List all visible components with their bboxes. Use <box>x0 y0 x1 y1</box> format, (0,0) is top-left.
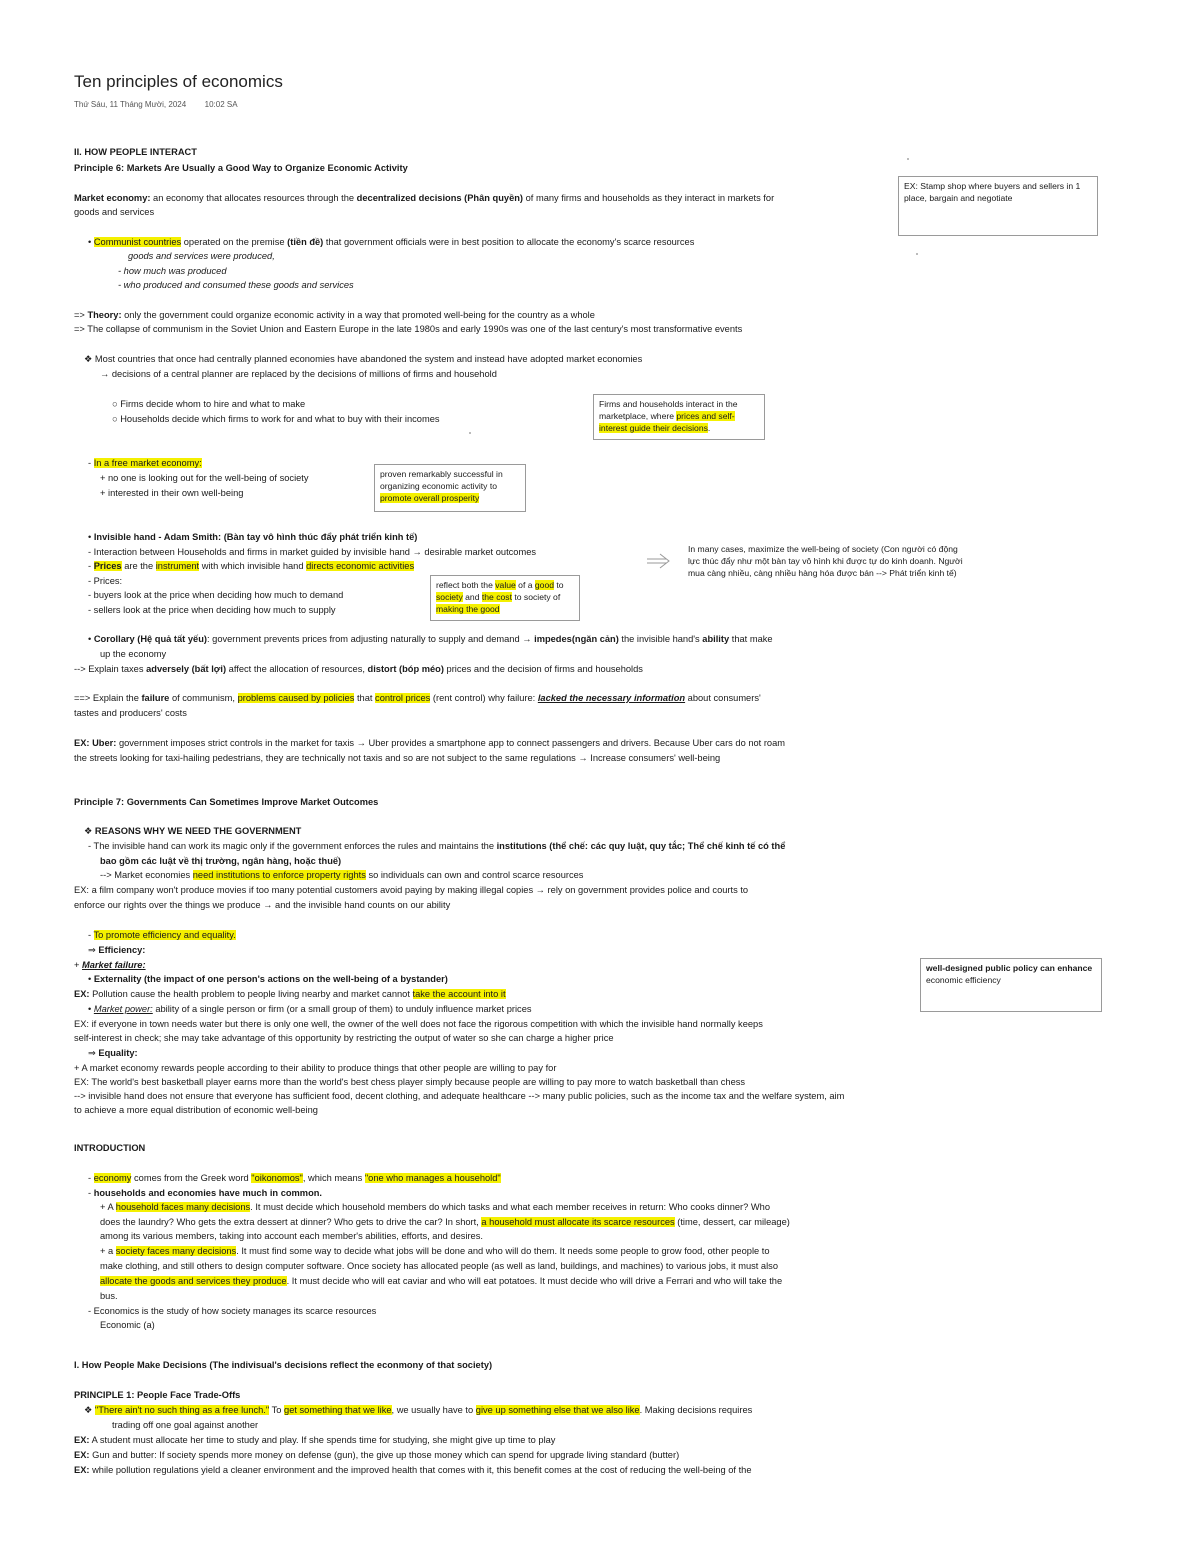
text-run: , we usually have to <box>391 1405 476 1415</box>
text-run: ❖ <box>84 826 95 836</box>
text-line <box>88 1172 501 1184</box>
stray-mark <box>907 158 909 160</box>
text-run: does the laundry? Who gets the extra dessert at dinner? Who gets to drive the car? In short, <box>100 1217 482 1227</box>
page-date: Thứ Sáu, 11 Tháng Mười, 2024 <box>74 100 187 109</box>
text-run: goods and services <box>74 207 155 217</box>
text-run: Market power: <box>93 1004 153 1014</box>
text-run: affect the allocation of resources, <box>226 664 368 674</box>
text-run: give up something else that we also like <box>475 1405 640 1415</box>
text-run: and <box>462 592 482 602</box>
text-line <box>100 1319 155 1331</box>
text-line <box>112 413 440 425</box>
text-line <box>100 1260 778 1272</box>
text-run: --> Explain taxes <box>74 664 147 674</box>
text-run: institutions <box>496 841 547 851</box>
text-run: take the account into it <box>412 989 506 999</box>
text-run: the streets looking for taxi-hailing pedestrians, they are technically not taxis and so are not subject to the same regulations → Increase consumers' well-being <box>74 753 721 763</box>
text-run: tastes and producers' costs <box>74 708 187 718</box>
text-line <box>88 457 202 469</box>
text-run: Market economy: <box>74 193 151 203</box>
text-run: + A <box>100 1202 116 1212</box>
text-run: good <box>534 580 555 590</box>
text-line <box>118 279 354 291</box>
text-run: (tiền đề) <box>287 237 324 247</box>
text-run: an economy that allocates resources through the <box>150 193 357 203</box>
text-run: In a free market economy: <box>93 458 202 468</box>
text-run: EX: <box>74 989 90 999</box>
text-run: Market failure: <box>82 960 146 970</box>
text-line <box>74 899 450 911</box>
text-run: Theory: <box>87 310 122 320</box>
text-line <box>84 1404 752 1416</box>
text-run: + a <box>100 1246 116 1256</box>
text-run: economy <box>93 1173 132 1183</box>
text-line <box>88 604 336 616</box>
text-line <box>74 309 595 321</box>
text-run: . It must find some way to decide what jobs will be done and who will do them. It needs some people to grow food, other people to <box>236 1246 770 1256</box>
text-line <box>74 663 643 675</box>
text-run: EX: <box>74 1465 90 1475</box>
text-run: instrument <box>155 561 200 571</box>
text-run: - Interaction between Households and firms in market guided by invisible hand → desirable market outcomes <box>88 547 537 557</box>
text-run: reflect both the <box>436 580 496 590</box>
text-run: => The collapse of communism in the Soviet Union and Eastern Europe in the late 1980s and early 1990s was one of the last century's most transformative events <box>74 324 743 334</box>
text-line <box>100 855 341 867</box>
text-line <box>74 1449 679 1461</box>
text-line <box>84 353 642 365</box>
text-run: operated on the premise <box>181 237 288 247</box>
text-run: proven remarkably successful in organizing economic activity to <box>380 469 503 491</box>
text-run: of communism, <box>169 693 238 703</box>
text-line <box>88 840 785 852</box>
text-run: about consumers' <box>685 693 761 703</box>
text-run: distort (bóp méo) <box>367 664 444 674</box>
text-run: Equality: <box>98 1048 138 1058</box>
text-line <box>88 236 694 248</box>
text-run: trading off one goal against another <box>112 1420 259 1430</box>
text-line <box>74 737 785 749</box>
text-run: - The invisible hand can work its magic only if the government enforces the rules and maintains the <box>88 841 497 851</box>
text-run: ○ Households decide which firms to work for and what to buy with their incomes <box>112 414 440 424</box>
text-run: while pollution regulations yield a cleaner environment and the improved health that comes with it, this benefit comes at the cost of reducing the well-being of the <box>89 1465 752 1475</box>
text-run: ability of a single person or firm (or a small group of them) to unduly influence market prices <box>152 1004 532 1014</box>
text-run: ○ Firms decide whom to hire and what to make <box>112 399 306 409</box>
text-run: - Prices: <box>88 576 123 586</box>
text-run: among its various members, taking into account each member's abilities, efforts, and desires. <box>100 1231 483 1241</box>
page-time: 10:02 SA <box>204 100 238 109</box>
text-run: Prices <box>93 561 122 571</box>
text-line <box>112 1419 258 1431</box>
text-run: adversely (bất lợi) <box>146 664 227 674</box>
text-run: that make <box>729 634 773 644</box>
text-run: II. HOW PEOPLE INTERACT <box>74 147 197 157</box>
text-line <box>100 648 166 660</box>
text-run: only the government could organize economic activity in a way that promoted well-being for the country as a whole <box>121 310 595 320</box>
text-run: • <box>88 237 94 247</box>
text-line <box>74 1434 555 1446</box>
text-run: impedes(ngăn cản) <box>534 634 619 644</box>
text-run: Pollution cause the health problem to people living nearby and market cannot <box>89 989 413 999</box>
text-run: prices and the decision of firms and households <box>443 664 643 674</box>
text-line <box>100 1275 782 1287</box>
text-run: with which invisible hand <box>199 561 307 571</box>
text-line <box>74 1389 240 1401</box>
text-run: Externality (the impact of one person's actions on the well-being of a bystander) <box>93 974 448 984</box>
text-run: A student must allocate her time to study and play. If she spends time for studying, she might give up time to play <box>89 1435 556 1445</box>
text-line <box>74 1104 318 1116</box>
text-run: Economic (a) <box>100 1320 155 1330</box>
text-run: ❖ Most countries that once had centrally planned economies have abandoned the system and instead have adopted market economies <box>84 354 643 364</box>
text-run: • <box>88 634 94 644</box>
text-run: EX: a film company won't produce movies if too many potential customers avoid paying by making illegal copies → rely on government provides police and courts to <box>74 885 749 895</box>
text-run: Efficiency: <box>98 945 146 955</box>
text-run: households and economies have much in common. <box>93 1188 323 1198</box>
note-stamp-shop <box>898 176 1098 236</box>
text-run: comes from the Greek word <box>131 1173 252 1183</box>
text-run: well-designed public policy can <box>926 963 1058 973</box>
text-line <box>88 633 773 645</box>
text-run: EX: <box>74 1450 90 1460</box>
text-line <box>88 1305 376 1317</box>
text-line <box>74 884 748 896</box>
text-run: "one who manages a household" <box>364 1173 501 1183</box>
text-run: + A market economy rewards people according to their ability to produce things that other people are willing to pay for <box>74 1063 557 1073</box>
text-line <box>100 472 309 484</box>
text-run: In many cases, maximize the well-being of society (Con người có động lực thúc đẩy như một bàn tay vô hình khi được tự do kinh doanh. Người mua càng nhiều, càng nhiều hàng hóa được bán --> Phát triển kinh tế) <box>688 544 963 578</box>
text-run: problems caused by policies <box>237 693 355 703</box>
text-run: , which means <box>302 1173 365 1183</box>
note-proven-successful <box>374 464 526 512</box>
text-run: prices and self-interest guide their decisions <box>599 411 735 433</box>
text-run: directs economic activities <box>306 561 415 571</box>
text-run: "There ain't no such thing as a free lunch." <box>94 1405 270 1415</box>
text-line <box>74 1032 614 1044</box>
text-run: Corollary (Hệ quả tất yếu) <box>93 634 207 644</box>
text-run: PRINCIPLE 1: People Face Trade-Offs <box>74 1390 241 1400</box>
text-run: bus. <box>100 1291 118 1301</box>
text-line <box>100 1290 118 1302</box>
text-run: Principle 7: Governments Can Sometimes Improve Market Outcomes <box>74 797 379 807</box>
text-line <box>74 192 774 204</box>
text-run: promote overall prosperity <box>380 493 480 503</box>
text-line <box>74 146 197 158</box>
text-run: need institutions to enforce property rights <box>192 870 366 880</box>
text-line <box>100 368 497 380</box>
text-line <box>88 589 343 601</box>
stray-mark <box>469 432 471 434</box>
text-run: bao gồm các luật về thị trường, ngân hàng, hoặc thuế) <box>100 856 342 866</box>
text-run: - <box>88 458 94 468</box>
text-run: - who produced and consumed these goods and services <box>118 280 354 290</box>
text-run: . Making decisions requires <box>639 1405 753 1415</box>
text-run: ❖ <box>84 1405 95 1415</box>
text-line <box>88 1187 322 1199</box>
text-line <box>74 988 506 1000</box>
text-line <box>74 752 720 764</box>
text-run: control prices <box>375 693 431 703</box>
text-line <box>100 487 243 499</box>
text-run: to society of <box>511 592 561 602</box>
text-line <box>112 398 305 410</box>
text-line <box>74 206 154 218</box>
text-run: lacked the necessary information <box>537 693 686 703</box>
stray-mark <box>916 253 918 255</box>
text-line <box>84 825 301 837</box>
text-run: To <box>269 1405 285 1415</box>
text-run: Communist countries <box>93 237 182 247</box>
text-run: EX: <box>74 1435 90 1445</box>
text-run: REASONS WHY WE NEED THE GOVERNMENT <box>94 826 302 836</box>
text-run: the invisible hand's <box>618 634 703 644</box>
text-run: allocate the goods and services they produce <box>100 1276 287 1286</box>
text-run: enforce our rights over the things we produce → and the invisible hand counts on our ability <box>74 900 451 910</box>
text-run: so individuals can own and control scarce resources <box>365 870 584 880</box>
text-run: Firms and households interact in the marketplace, where <box>599 399 738 421</box>
text-run: (rent control) why failure: <box>430 693 538 703</box>
text-run: - how much was produced <box>118 266 227 276</box>
note-public-policy <box>920 958 1102 1012</box>
text-run: + no one is looking out for the well-being of society <box>100 473 309 483</box>
text-line <box>74 1464 752 1476</box>
text-run: - <box>88 930 94 940</box>
text-run: of a <box>515 580 535 590</box>
text-run: that government officials were in best position to allocate the economy's scarce resources <box>323 237 695 247</box>
text-run: (Bàn tay vô hình thúc đẩy phát triển kinh tế) <box>223 532 418 542</box>
text-run: value <box>495 580 516 590</box>
text-run: ⇒ <box>88 945 99 955</box>
text-run: - <box>88 1188 94 1198</box>
text-run: of many firms and households as they interact in markets for <box>523 193 775 203</box>
text-run: . It must decide who will eat caviar and who will eat potatoes. It must decide who will drive a Ferrari and who will take the <box>286 1276 783 1286</box>
text-line <box>100 869 583 881</box>
text-run: - <box>88 1173 94 1183</box>
text-run: • <box>88 974 94 984</box>
text-run: to achieve a more equal distribution of economic well-being <box>74 1105 318 1115</box>
text-run: --> Market economies <box>100 870 193 880</box>
text-run: • <box>88 1004 94 1014</box>
text-line <box>88 1047 138 1059</box>
text-line <box>74 1018 763 1030</box>
text-line <box>74 692 761 704</box>
text-run: INTRODUCTION <box>74 1143 146 1153</box>
text-run: . <box>707 423 711 433</box>
text-run: self-interest in check; she may take advantage of this opportunity by restricting the output of water so she can charge a higher price <box>74 1033 614 1043</box>
text-line <box>100 1230 483 1242</box>
text-line <box>88 531 417 543</box>
page-title: Ten principles of economics <box>74 72 283 91</box>
text-line <box>74 162 408 174</box>
text-line <box>88 560 414 572</box>
text-run: ability <box>702 634 730 644</box>
text-run: "oikonomos" <box>251 1173 303 1183</box>
text-run: EX: if everyone in town needs water but there is only one well, the owner of the well does not face the rigorous competition with which the invisible hand normally keeps <box>74 1019 763 1029</box>
text-line <box>100 1216 790 1228</box>
text-run: To promote efficiency and equality. <box>93 930 236 940</box>
text-line <box>74 323 742 335</box>
text-run: => <box>74 310 88 320</box>
arrow-icon <box>646 553 670 569</box>
text-line <box>88 546 536 558</box>
note-many-cases <box>683 540 973 596</box>
text-line <box>74 959 146 971</box>
text-line <box>74 1359 492 1371</box>
text-line <box>74 1090 844 1102</box>
text-run: EX: Stamp shop where buyers and sellers in 1 place, bargain and negotiate <box>904 181 1081 203</box>
text-run: make clothing, and still others to design computer software. Once society has allocated people (as well as land, buildings, and machines) to various jobs, it must also <box>100 1261 778 1271</box>
text-run: --> invisible hand does not ensure that everyone has sufficient food, decent clothing, and adequate healthcare --> many public policies, such as the income tax and the welfare system, aim <box>74 1091 845 1101</box>
text-run: Invisible hand - Adam Smith: <box>93 532 222 542</box>
text-run: - <box>88 561 94 571</box>
text-run: Gun and butter: If society spends more money on defense (gun), the give up those money which can spend for upgrade living standard (butter) <box>89 1450 680 1460</box>
text-run: that <box>354 693 376 703</box>
text-line <box>74 1142 145 1154</box>
text-run: are the <box>121 561 156 571</box>
text-line <box>88 973 448 985</box>
text-run: : government prevents prices from adjusting naturally to supply and demand → <box>206 634 535 644</box>
text-run: the cost <box>481 592 512 602</box>
text-line <box>74 707 187 719</box>
text-run: up the economy <box>100 649 167 659</box>
text-run: to <box>554 580 564 590</box>
text-line <box>74 1062 556 1074</box>
text-run: society faces many decisions <box>115 1246 237 1256</box>
text-run: decentralized decisions (Phân quyền) <box>356 193 524 203</box>
text-line <box>118 265 227 277</box>
text-line <box>88 944 145 956</box>
text-run: + interested in their own well-being <box>100 488 244 498</box>
text-run: • <box>88 532 94 542</box>
text-run: → decisions of a central planner are replaced by the decisions of millions of firms and household <box>100 369 497 379</box>
text-run: + <box>74 960 83 970</box>
text-run: Principle 6: Markets Are Usually a Good Way to Organize Economic Activity <box>74 163 408 173</box>
text-run: EX: Uber: <box>74 738 117 748</box>
text-run: government imposes strict controls in the market for taxis → Uber provides a smartphone app to connect passengers and drivers. Because Uber cars do not roam <box>116 738 786 748</box>
note-firms-households <box>593 394 765 440</box>
text-run: (thể chế: các quy luật, quy tắc; Thể chế kinh tế có thể <box>549 841 786 851</box>
text-run: (time, dessert, car mileage) <box>674 1217 790 1227</box>
text-line <box>88 1003 532 1015</box>
text-line <box>100 1245 770 1257</box>
text-run: making the good <box>436 604 500 614</box>
text-line <box>88 575 122 587</box>
text-run: failure <box>141 693 170 703</box>
text-run: get something that we like <box>284 1405 392 1415</box>
text-run: - buyers look at the price when deciding how much to demand <box>88 590 344 600</box>
text-run: - Economics is the study of how society manages its scarce resources <box>88 1306 377 1316</box>
text-run: ⇒ <box>88 1048 99 1058</box>
text-run: economic efficiency <box>926 975 1001 985</box>
text-run: enhance <box>1057 963 1093 973</box>
text-run: household faces many decisions <box>115 1202 251 1212</box>
text-run: a household must allocate its scarce resources <box>481 1217 675 1227</box>
text-run: goods and services were produced, <box>128 251 275 261</box>
text-line <box>128 250 275 262</box>
page-meta <box>74 100 238 109</box>
text-line <box>100 1201 770 1213</box>
text-run: I. How People Make Decisions (The indivisual's decisions reflect the econmony of that society) <box>74 1360 493 1370</box>
text-run: EX: The world's best basketball player earns more than the world's best chess player simply because people are willing to pay more to watch basketball than chess <box>74 1077 746 1087</box>
text-run: . It must decide which household members do which tasks and what each member receives in return: Who cooks dinner? Who <box>250 1202 770 1212</box>
text-run: - sellers look at the price when deciding how much to supply <box>88 605 336 615</box>
note-reflect-value <box>430 575 580 621</box>
text-run: society <box>436 592 463 602</box>
text-run: ==> Explain the <box>74 693 142 703</box>
text-line <box>74 1076 745 1088</box>
text-line <box>74 796 378 808</box>
text-line <box>88 929 236 941</box>
